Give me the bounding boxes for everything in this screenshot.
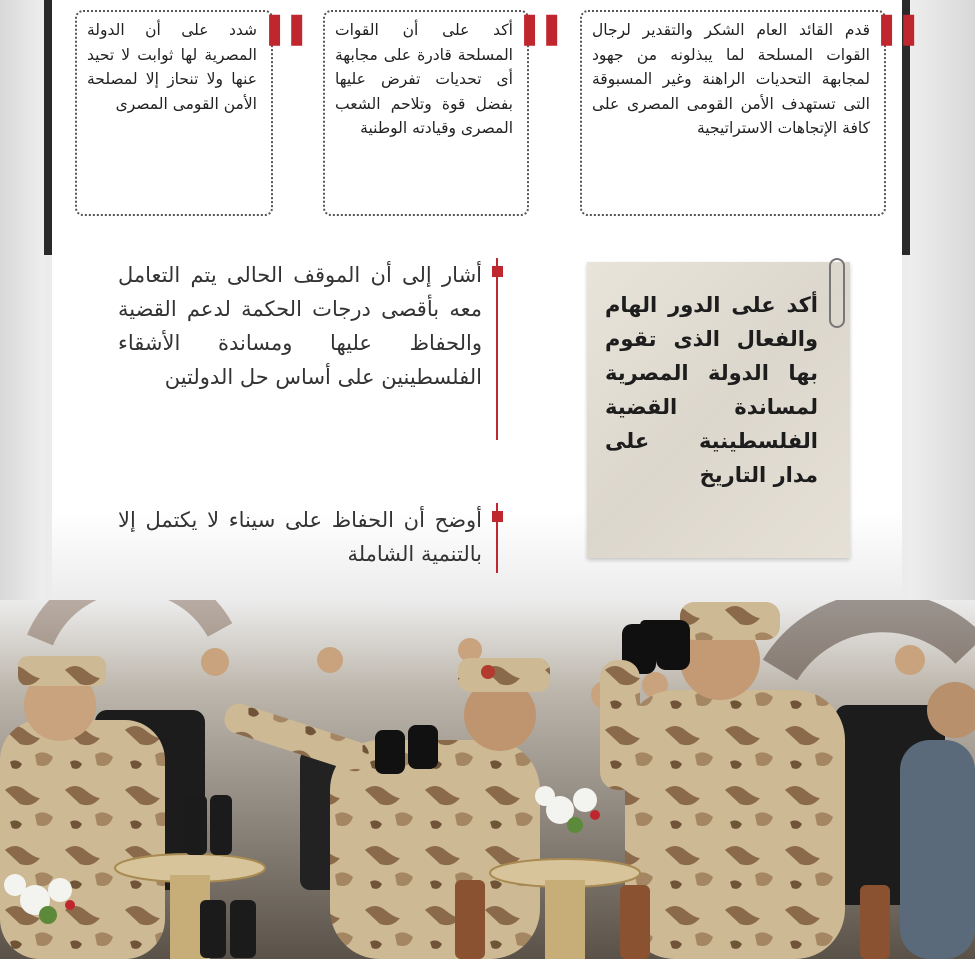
quote-text-1: قدم القائد العام الشكر والتقدير لرجال القوات المسلحة لما يبذلونه من جهود لمجابهة التحديات الراهنة وغير المسبوقة التى تستهدف الأمن القومى المصرى على كافة الإتجاهات الاستراتيجية [592,21,870,137]
bullet-marker-icon [492,511,503,522]
quote-box-2 [323,10,529,216]
bullet-item-2 [118,503,498,573]
paperclip-icon [829,258,845,328]
pinned-note [587,262,850,558]
officers-photo [0,600,975,959]
note-text: أكد على الدور الهام والفعال الذى تقوم بها الدولة المصرية لمساندة القضية الفلسطينية على مدار التاريخ [605,293,818,487]
quote-text-2: أكد على أن القوات المسلحة قادرة على مجابهة أى تحديات تفرض عليها بفضل قوة وتلاحم الشعب المصرى وقيادته الوطنية [335,21,513,137]
bullet-text-2: أوضح أن الحفاظ على سيناء لا يكتمل إلا بالتنمية الشاملة [118,508,482,566]
quote-text-3: شدد على أن الدولة المصرية لها ثوابت لا تحيد عنها ولا تنحاز إلا لمصلحة الأمن القومى المصرى [87,21,257,113]
quote-box-1 [580,10,886,216]
bullet-item-1 [118,258,498,440]
quote-mark-1-icon: ❚❚ [874,11,919,46]
left-frame-bar [44,0,52,255]
bullet-text-1: أشار إلى أن الموقف الحالى يتم التعامل معه بأقصى درجات الحكمة لدعم القضية والحفاظ عليها ومساندة الأشقاء الفلسطينين على أساس حل الدولتين [118,263,482,389]
quote-box-3 [75,10,273,216]
bullet-marker-icon [492,266,503,277]
quote-mark-3-icon: ❚❚ [262,11,307,46]
quote-mark-2-icon: ❚❚ [517,11,562,46]
left-frame-edge [0,0,44,600]
right-frame-edge [909,0,975,600]
